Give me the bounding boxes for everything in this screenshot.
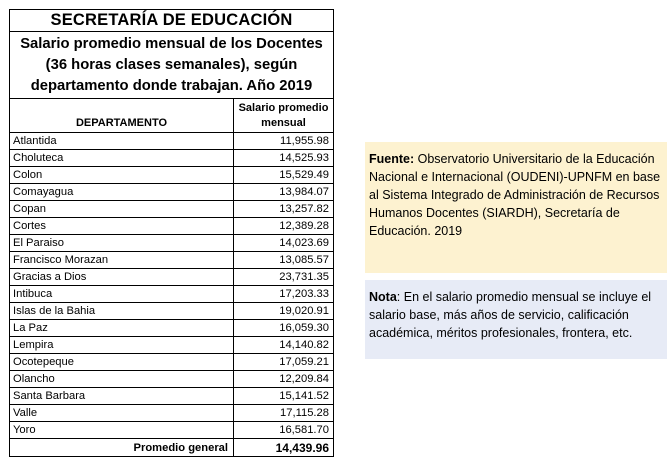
salary-value: 12,389.28 — [234, 218, 334, 235]
column-header-salary-line1: Salario promedio — [238, 101, 329, 114]
nota-note — [365, 280, 667, 359]
salary-value: 17,059.21 — [234, 354, 334, 371]
department-name: Colon — [10, 167, 234, 184]
department-name: Gracias a Dios — [10, 269, 234, 286]
salary-value: 14,140.82 — [234, 337, 334, 354]
salary-value: 11,955.98 — [234, 133, 334, 150]
table-row — [10, 320, 334, 337]
department-name: El Paraiso — [10, 235, 234, 252]
table-main-title-row — [10, 10, 334, 32]
department-name: Santa Barbara — [10, 388, 234, 405]
table-row — [10, 150, 334, 167]
salary-value: 15,529.49 — [234, 167, 334, 184]
table-row — [10, 371, 334, 388]
table-row — [10, 286, 334, 303]
department-name: Yoro — [10, 422, 234, 439]
salary-value: 17,203.33 — [234, 286, 334, 303]
salary-value: 17,115.28 — [234, 405, 334, 422]
source-note-label: Fuente: — [369, 152, 415, 166]
department-name: Cortes — [10, 218, 234, 235]
table-main-title: SECRETARÍA DE EDUCACIÓN — [10, 10, 334, 32]
department-name: La Paz — [10, 320, 234, 337]
salary-value: 13,085.57 — [234, 252, 334, 269]
table-row — [10, 184, 334, 201]
table-row — [10, 269, 334, 286]
table-subtitle: Salario promedio mensual de los Docentes (36 horas clases semanales), según departamento donde trabajan. Año 2019 — [10, 32, 334, 99]
department-name: Ocotepeque — [10, 354, 234, 371]
salary-value: 12,209.84 — [234, 371, 334, 388]
table-row — [10, 167, 334, 184]
source-note — [365, 142, 667, 273]
salary-value: 19,020.91 — [234, 303, 334, 320]
department-name: Intibuca — [10, 286, 234, 303]
table-row — [10, 337, 334, 354]
nota-note-text: : En el salario promedio mensual se incluye el salario base, más años de servicio, calificación académica, méritos profesionales, frontera, etc. — [369, 290, 652, 340]
salary-value: 13,257.82 — [234, 201, 334, 218]
department-name: Islas de la Bahia — [10, 303, 234, 320]
department-name: Atlantida — [10, 133, 234, 150]
department-name: Francisco Morazan — [10, 252, 234, 269]
department-name: Comayagua — [10, 184, 234, 201]
salary-value: 13,984.07 — [234, 184, 334, 201]
table-row — [10, 388, 334, 405]
department-name: Olancho — [10, 371, 234, 388]
source-note-text: Observatorio Universitario de la Educación Nacional e Internacional (OUDENI)-UPNFM en base al Sistema Integrado de Administración de Recursos Humanos Docentes (SIARDH), Secretaría de Educación. 2019 — [369, 152, 661, 238]
table-row — [10, 252, 334, 269]
salary-table — [9, 9, 334, 457]
salary-value: 23,731.35 — [234, 269, 334, 286]
salary-value: 14,525.93 — [234, 150, 334, 167]
nota-note-label: Nota — [369, 290, 397, 304]
column-header-department: DEPARTAMENTO — [10, 99, 234, 133]
salary-value: 15,141.52 — [234, 388, 334, 405]
table-row — [10, 422, 334, 439]
table-row — [10, 133, 334, 150]
table-total-row — [10, 439, 334, 457]
salary-value: 16,581.70 — [234, 422, 334, 439]
department-name: Choluteca — [10, 150, 234, 167]
table-row — [10, 235, 334, 252]
table-row — [10, 303, 334, 320]
table-header-row — [10, 99, 334, 133]
total-label: Promedio general — [10, 439, 234, 457]
department-name: Valle — [10, 405, 234, 422]
column-header-salary-line2: mensual — [261, 116, 306, 129]
salary-value: 16,059.30 — [234, 320, 334, 337]
table-row — [10, 201, 334, 218]
department-name: Copan — [10, 201, 234, 218]
column-header-salary — [234, 99, 334, 133]
table-row — [10, 218, 334, 235]
table-row — [10, 405, 334, 422]
table-row — [10, 354, 334, 371]
salary-value: 14,023.69 — [234, 235, 334, 252]
table-subtitle-row — [10, 32, 334, 99]
department-name: Lempira — [10, 337, 234, 354]
total-value: 14,439.96 — [234, 439, 334, 457]
